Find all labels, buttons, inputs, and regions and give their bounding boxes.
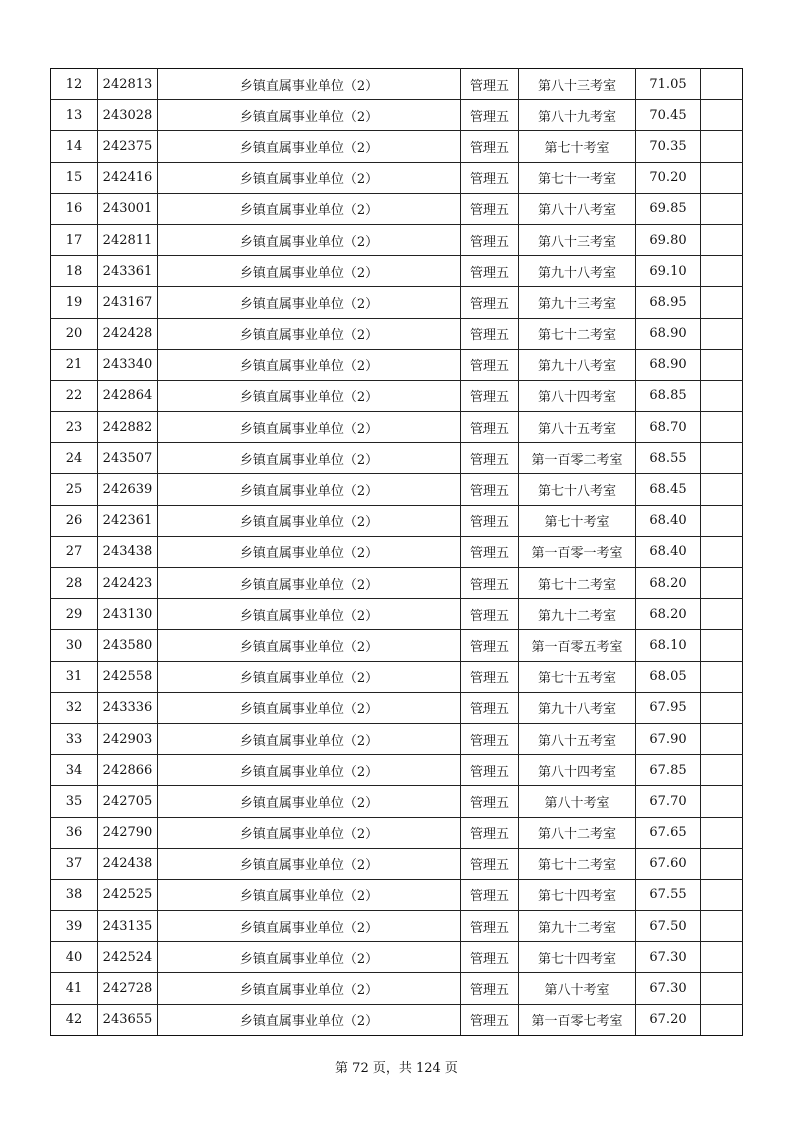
- score-cell: 68.10: [636, 630, 701, 661]
- position-cell: 管理五: [461, 131, 519, 162]
- row-number-cell: 27: [51, 536, 98, 567]
- score-cell: 69.80: [636, 224, 701, 255]
- position-cell: 管理五: [461, 380, 519, 411]
- candidate-id-cell: 242558: [98, 661, 158, 692]
- position-cell: 管理五: [461, 568, 519, 599]
- candidate-id-cell: 243580: [98, 630, 158, 661]
- page-footer: 第 72 页，共 124 页: [335, 1061, 458, 1076]
- table-row: [51, 69, 743, 100]
- candidate-id-cell: 242423: [98, 568, 158, 599]
- score-cell: 70.45: [636, 100, 701, 131]
- table-row: [51, 692, 743, 723]
- position-cell: 管理五: [461, 879, 519, 910]
- candidate-id-cell: 242524: [98, 942, 158, 973]
- table-row: [51, 755, 743, 786]
- employer-unit-cell: 乡镇直属事业单位（2）: [158, 911, 461, 942]
- remark-cell: [701, 474, 743, 505]
- exam-room-cell: 第一百零一考室: [519, 536, 636, 567]
- remark-cell: [701, 162, 743, 193]
- table-row: [51, 162, 743, 193]
- remark-cell: [701, 193, 743, 224]
- candidate-id-cell: 242525: [98, 879, 158, 910]
- position-cell: 管理五: [461, 1004, 519, 1035]
- remark-cell: [701, 224, 743, 255]
- candidate-id-cell: 243167: [98, 287, 158, 318]
- candidate-id-cell: 243135: [98, 911, 158, 942]
- table-row: [51, 973, 743, 1004]
- employer-unit-cell: 乡镇直属事业单位（2）: [158, 505, 461, 536]
- table-row: [51, 224, 743, 255]
- position-cell: 管理五: [461, 224, 519, 255]
- table-row: [51, 100, 743, 131]
- employer-unit-cell: 乡镇直属事业单位（2）: [158, 412, 461, 443]
- exam-room-cell: 第八十考室: [519, 786, 636, 817]
- position-cell: 管理五: [461, 193, 519, 224]
- exam-room-cell: 第八十五考室: [519, 723, 636, 754]
- remark-cell: [701, 100, 743, 131]
- table-row: [51, 505, 743, 536]
- exam-room-cell: 第七十一考室: [519, 162, 636, 193]
- remark-cell: [701, 755, 743, 786]
- position-cell: 管理五: [461, 443, 519, 474]
- results-table: [50, 68, 743, 1036]
- exam-room-cell: 第七十考室: [519, 505, 636, 536]
- score-cell: 68.70: [636, 412, 701, 443]
- table-row: [51, 630, 743, 661]
- position-cell: 管理五: [461, 162, 519, 193]
- candidate-id-cell: 242864: [98, 380, 158, 411]
- row-number-cell: 18: [51, 256, 98, 287]
- score-cell: 68.90: [636, 318, 701, 349]
- exam-room-cell: 第一百零二考室: [519, 443, 636, 474]
- row-number-cell: 28: [51, 568, 98, 599]
- exam-room-cell: 第九十三考室: [519, 287, 636, 318]
- table-row: [51, 723, 743, 754]
- score-cell: 68.90: [636, 349, 701, 380]
- row-number-cell: 42: [51, 1004, 98, 1035]
- table-row: [51, 848, 743, 879]
- remark-cell: [701, 131, 743, 162]
- score-cell: 70.35: [636, 131, 701, 162]
- employer-unit-cell: 乡镇直属事业单位（2）: [158, 224, 461, 255]
- exam-room-cell: 第八十考室: [519, 973, 636, 1004]
- table-row: [51, 443, 743, 474]
- exam-room-cell: 第一百零七考室: [519, 1004, 636, 1035]
- employer-unit-cell: 乡镇直属事业单位（2）: [158, 1004, 461, 1035]
- table-row: [51, 911, 743, 942]
- row-number-cell: 33: [51, 723, 98, 754]
- employer-unit-cell: 乡镇直属事业单位（2）: [158, 942, 461, 973]
- candidate-id-cell: 243340: [98, 349, 158, 380]
- position-cell: 管理五: [461, 692, 519, 723]
- position-cell: 管理五: [461, 536, 519, 567]
- employer-unit-cell: 乡镇直属事业单位（2）: [158, 723, 461, 754]
- employer-unit-cell: 乡镇直属事业单位（2）: [158, 131, 461, 162]
- row-number-cell: 16: [51, 193, 98, 224]
- score-cell: 68.55: [636, 443, 701, 474]
- score-cell: 68.45: [636, 474, 701, 505]
- exam-room-cell: 第七十四考室: [519, 942, 636, 973]
- remark-cell: [701, 380, 743, 411]
- position-cell: 管理五: [461, 599, 519, 630]
- employer-unit-cell: 乡镇直属事业单位（2）: [158, 661, 461, 692]
- employer-unit-cell: 乡镇直属事业单位（2）: [158, 380, 461, 411]
- remark-cell: [701, 287, 743, 318]
- position-cell: 管理五: [461, 973, 519, 1004]
- table-row: [51, 474, 743, 505]
- exam-room-cell: 第七十考室: [519, 131, 636, 162]
- row-number-cell: 38: [51, 879, 98, 910]
- position-cell: 管理五: [461, 848, 519, 879]
- row-number-cell: 22: [51, 380, 98, 411]
- row-number-cell: 41: [51, 973, 98, 1004]
- remark-cell: [701, 661, 743, 692]
- results-table-body: [51, 69, 743, 1036]
- remark-cell: [701, 536, 743, 567]
- candidate-id-cell: 242375: [98, 131, 158, 162]
- candidate-id-cell: 242705: [98, 786, 158, 817]
- score-cell: 68.40: [636, 536, 701, 567]
- exam-room-cell: 第八十二考室: [519, 817, 636, 848]
- exam-room-cell: 第八十四考室: [519, 380, 636, 411]
- candidate-id-cell: 243336: [98, 692, 158, 723]
- position-cell: 管理五: [461, 256, 519, 287]
- score-cell: 67.65: [636, 817, 701, 848]
- table-row: [51, 131, 743, 162]
- position-cell: 管理五: [461, 505, 519, 536]
- score-cell: 68.40: [636, 505, 701, 536]
- remark-cell: [701, 630, 743, 661]
- score-cell: 67.95: [636, 692, 701, 723]
- score-cell: 68.05: [636, 661, 701, 692]
- candidate-id-cell: 242438: [98, 848, 158, 879]
- remark-cell: [701, 256, 743, 287]
- candidate-id-cell: 242813: [98, 69, 158, 100]
- table-row: [51, 287, 743, 318]
- row-number-cell: 35: [51, 786, 98, 817]
- employer-unit-cell: 乡镇直属事业单位（2）: [158, 443, 461, 474]
- employer-unit-cell: 乡镇直属事业单位（2）: [158, 256, 461, 287]
- remark-cell: [701, 973, 743, 1004]
- exam-room-cell: 第八十四考室: [519, 755, 636, 786]
- position-cell: 管理五: [461, 69, 519, 100]
- employer-unit-cell: 乡镇直属事业单位（2）: [158, 817, 461, 848]
- employer-unit-cell: 乡镇直属事业单位（2）: [158, 474, 461, 505]
- employer-unit-cell: 乡镇直属事业单位（2）: [158, 536, 461, 567]
- employer-unit-cell: 乡镇直属事业单位（2）: [158, 162, 461, 193]
- employer-unit-cell: 乡镇直属事业单位（2）: [158, 287, 461, 318]
- employer-unit-cell: 乡镇直属事业单位（2）: [158, 193, 461, 224]
- row-number-cell: 23: [51, 412, 98, 443]
- table-row: [51, 568, 743, 599]
- remark-cell: [701, 318, 743, 349]
- remark-cell: [701, 723, 743, 754]
- table-row: [51, 599, 743, 630]
- exam-room-cell: 第一百零五考室: [519, 630, 636, 661]
- remark-cell: [701, 692, 743, 723]
- employer-unit-cell: 乡镇直属事业单位（2）: [158, 786, 461, 817]
- row-number-cell: 34: [51, 755, 98, 786]
- row-number-cell: 12: [51, 69, 98, 100]
- table-row: [51, 786, 743, 817]
- exam-room-cell: 第七十四考室: [519, 879, 636, 910]
- employer-unit-cell: 乡镇直属事业单位（2）: [158, 692, 461, 723]
- row-number-cell: 32: [51, 692, 98, 723]
- candidate-id-cell: 242811: [98, 224, 158, 255]
- position-cell: 管理五: [461, 318, 519, 349]
- candidate-id-cell: 243361: [98, 256, 158, 287]
- remark-cell: [701, 349, 743, 380]
- position-cell: 管理五: [461, 942, 519, 973]
- row-number-cell: 31: [51, 661, 98, 692]
- row-number-cell: 13: [51, 100, 98, 131]
- table-row: [51, 193, 743, 224]
- table-row: [51, 1004, 743, 1035]
- employer-unit-cell: 乡镇直属事业单位（2）: [158, 318, 461, 349]
- row-number-cell: 26: [51, 505, 98, 536]
- employer-unit-cell: 乡镇直属事业单位（2）: [158, 599, 461, 630]
- remark-cell: [701, 505, 743, 536]
- row-number-cell: 17: [51, 224, 98, 255]
- position-cell: 管理五: [461, 786, 519, 817]
- table-row: [51, 536, 743, 567]
- remark-cell: [701, 786, 743, 817]
- score-cell: 67.50: [636, 911, 701, 942]
- table-row: [51, 349, 743, 380]
- score-cell: 68.85: [636, 380, 701, 411]
- position-cell: 管理五: [461, 100, 519, 131]
- candidate-id-cell: 243655: [98, 1004, 158, 1035]
- row-number-cell: 37: [51, 848, 98, 879]
- exam-room-cell: 第八十三考室: [519, 224, 636, 255]
- score-cell: 71.05: [636, 69, 701, 100]
- candidate-id-cell: 243001: [98, 193, 158, 224]
- candidate-id-cell: 242882: [98, 412, 158, 443]
- table-row: [51, 942, 743, 973]
- table-row: [51, 380, 743, 411]
- candidate-id-cell: 242728: [98, 973, 158, 1004]
- exam-room-cell: 第八十五考室: [519, 412, 636, 443]
- exam-room-cell: 第七十八考室: [519, 474, 636, 505]
- employer-unit-cell: 乡镇直属事业单位（2）: [158, 630, 461, 661]
- row-number-cell: 30: [51, 630, 98, 661]
- score-cell: 70.20: [636, 162, 701, 193]
- remark-cell: [701, 879, 743, 910]
- candidate-id-cell: 242790: [98, 817, 158, 848]
- candidate-id-cell: 243130: [98, 599, 158, 630]
- remark-cell: [701, 69, 743, 100]
- employer-unit-cell: 乡镇直属事业单位（2）: [158, 69, 461, 100]
- exam-room-cell: 第九十八考室: [519, 256, 636, 287]
- row-number-cell: 21: [51, 349, 98, 380]
- candidate-id-cell: 242903: [98, 723, 158, 754]
- employer-unit-cell: 乡镇直属事业单位（2）: [158, 879, 461, 910]
- table-row: [51, 256, 743, 287]
- employer-unit-cell: 乡镇直属事业单位（2）: [158, 100, 461, 131]
- score-cell: 67.20: [636, 1004, 701, 1035]
- score-cell: 69.85: [636, 193, 701, 224]
- position-cell: 管理五: [461, 630, 519, 661]
- exam-room-cell: 第七十二考室: [519, 318, 636, 349]
- position-cell: 管理五: [461, 661, 519, 692]
- row-number-cell: 39: [51, 911, 98, 942]
- remark-cell: [701, 599, 743, 630]
- score-cell: 68.20: [636, 568, 701, 599]
- exam-room-cell: 第九十八考室: [519, 692, 636, 723]
- score-cell: 67.30: [636, 942, 701, 973]
- candidate-id-cell: 242639: [98, 474, 158, 505]
- position-cell: 管理五: [461, 474, 519, 505]
- position-cell: 管理五: [461, 349, 519, 380]
- score-cell: 67.60: [636, 848, 701, 879]
- score-cell: 67.70: [636, 786, 701, 817]
- row-number-cell: 14: [51, 131, 98, 162]
- candidate-id-cell: 243438: [98, 536, 158, 567]
- exam-room-cell: 第九十八考室: [519, 349, 636, 380]
- row-number-cell: 24: [51, 443, 98, 474]
- remark-cell: [701, 942, 743, 973]
- table-row: [51, 318, 743, 349]
- employer-unit-cell: 乡镇直属事业单位（2）: [158, 973, 461, 1004]
- row-number-cell: 15: [51, 162, 98, 193]
- exam-room-cell: 第九十二考室: [519, 911, 636, 942]
- table-row: [51, 879, 743, 910]
- score-cell: 67.55: [636, 879, 701, 910]
- row-number-cell: 20: [51, 318, 98, 349]
- exam-room-cell: 第七十二考室: [519, 568, 636, 599]
- position-cell: 管理五: [461, 412, 519, 443]
- position-cell: 管理五: [461, 755, 519, 786]
- table-row: [51, 661, 743, 692]
- position-cell: 管理五: [461, 287, 519, 318]
- employer-unit-cell: 乡镇直属事业单位（2）: [158, 349, 461, 380]
- employer-unit-cell: 乡镇直属事业单位（2）: [158, 848, 461, 879]
- position-cell: 管理五: [461, 817, 519, 848]
- score-cell: 68.95: [636, 287, 701, 318]
- remark-cell: [701, 568, 743, 599]
- candidate-id-cell: 242866: [98, 755, 158, 786]
- table-row: [51, 817, 743, 848]
- row-number-cell: 29: [51, 599, 98, 630]
- remark-cell: [701, 443, 743, 474]
- score-cell: 67.30: [636, 973, 701, 1004]
- score-cell: 68.20: [636, 599, 701, 630]
- remark-cell: [701, 817, 743, 848]
- score-cell: 67.90: [636, 723, 701, 754]
- row-number-cell: 40: [51, 942, 98, 973]
- candidate-id-cell: 243507: [98, 443, 158, 474]
- candidate-id-cell: 243028: [98, 100, 158, 131]
- employer-unit-cell: 乡镇直属事业单位（2）: [158, 568, 461, 599]
- remark-cell: [701, 848, 743, 879]
- row-number-cell: 25: [51, 474, 98, 505]
- row-number-cell: 36: [51, 817, 98, 848]
- candidate-id-cell: 242428: [98, 318, 158, 349]
- remark-cell: [701, 412, 743, 443]
- exam-room-cell: 第七十五考室: [519, 661, 636, 692]
- row-number-cell: 19: [51, 287, 98, 318]
- candidate-id-cell: 242361: [98, 505, 158, 536]
- employer-unit-cell: 乡镇直属事业单位（2）: [158, 755, 461, 786]
- score-cell: 67.85: [636, 755, 701, 786]
- table-row: [51, 412, 743, 443]
- position-cell: 管理五: [461, 911, 519, 942]
- candidate-id-cell: 242416: [98, 162, 158, 193]
- exam-room-cell: 第八十八考室: [519, 193, 636, 224]
- remark-cell: [701, 1004, 743, 1035]
- exam-room-cell: 第七十二考室: [519, 848, 636, 879]
- exam-room-cell: 第八十九考室: [519, 100, 636, 131]
- exam-room-cell: 第八十三考室: [519, 69, 636, 100]
- score-cell: 69.10: [636, 256, 701, 287]
- remark-cell: [701, 911, 743, 942]
- position-cell: 管理五: [461, 723, 519, 754]
- exam-room-cell: 第九十二考室: [519, 599, 636, 630]
